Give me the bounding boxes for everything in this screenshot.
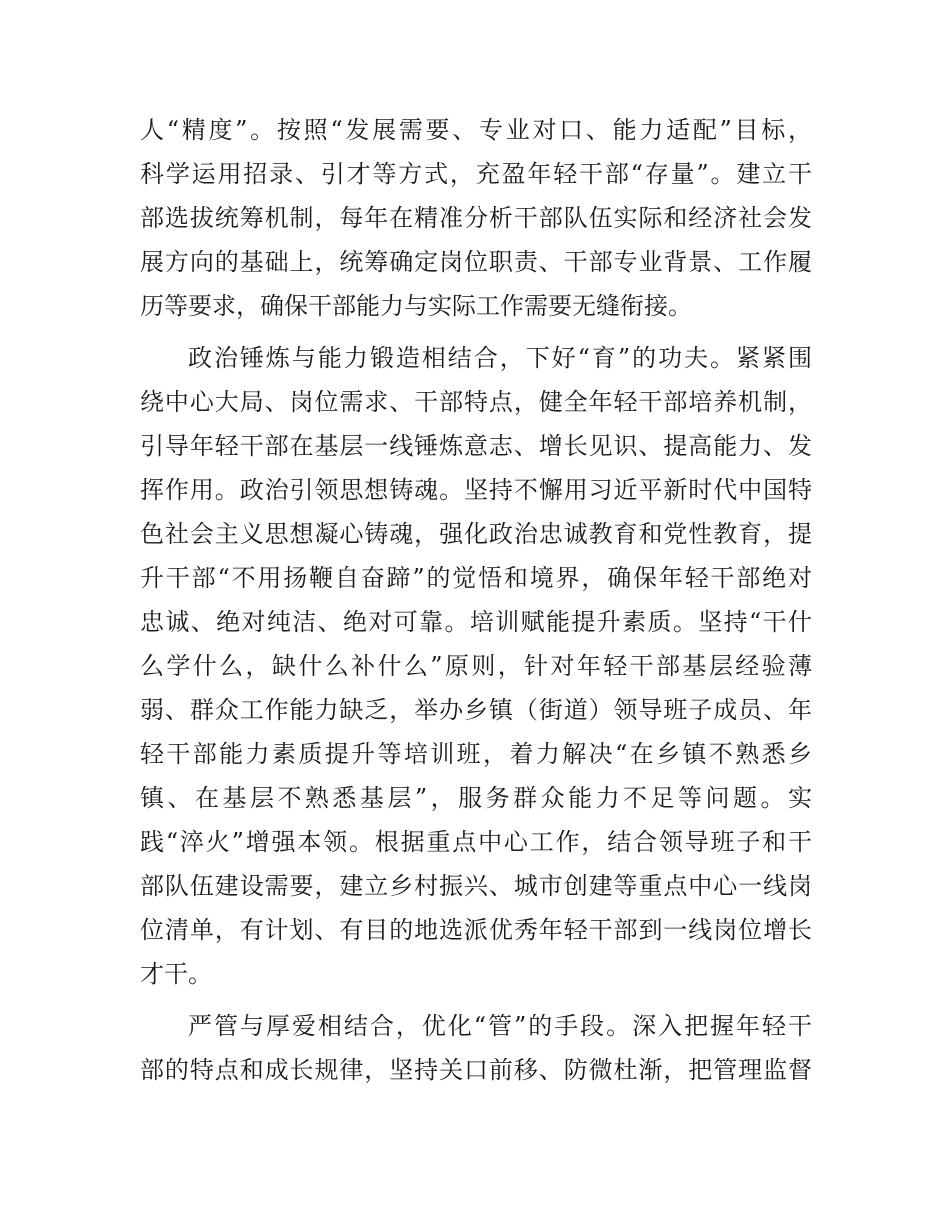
text-line: 践“淬火”增强本领。根据重点中心工作，结合领导班子和干 (140, 828, 812, 856)
paragraph-1 (140, 108, 812, 328)
text-line: 展方向的基础上，统筹确定岗位职责、干部专业背景、工作履 (140, 248, 812, 276)
text-line: 升干部“不用扬鞭自奋蹄”的觉悟和境界，确保年轻干部绝对 (140, 564, 812, 592)
text-line: 镇、在基层不熟悉基层”，服务群众能力不足等问题。实 (140, 784, 812, 812)
text-line: 挥作用。政治引领思想铸魂。坚持不懈用习近平新时代中国特 (140, 476, 812, 504)
paragraph-3 (140, 1004, 812, 1092)
text-line: 才干。 (140, 960, 212, 988)
text-line: 位清单，有计划、有目的地选派优秀年轻干部到一线岗位增长 (140, 916, 812, 944)
text-line: 部队伍建设需要，建立乡村振兴、城市创建等重点中心一线岗 (140, 872, 812, 900)
text-line: 轻干部能力素质提升等培训班，着力解决“在乡镇不熟悉乡 (140, 740, 812, 768)
text-line: 部的特点和成长规律，坚持关口前移、防微杜渐，把管理监督 (140, 1056, 812, 1084)
text-line: 部选拔统筹机制，每年在精准分析干部队伍实际和经济社会发 (140, 204, 812, 232)
text-line: 人“精度”。按照“发展需要、专业对口、能力适配”目标， (140, 116, 812, 144)
text-line: 忠诚、绝对纯洁、绝对可靠。培训赋能提升素质。坚持“干什 (140, 608, 812, 636)
text-line: 色社会主义思想凝心铸魂，强化政治忠诚教育和党性教育，提 (140, 520, 812, 548)
text-line: 绕中心大局、岗位需求、干部特点，健全年轻干部培养机制， (140, 388, 812, 416)
text-line: 么学什么，缺什么补什么”原则，针对年轻干部基层经验薄 (140, 652, 812, 680)
text-line: 严管与厚爱相结合，优化“管”的手段。深入把握年轻干 (188, 1012, 812, 1040)
text-line: 弱、群众工作能力缺乏，举办乡镇（街道）领导班子成员、年 (140, 696, 812, 724)
text-line: 历等要求，确保干部能力与实际工作需要无缝衔接。 (140, 292, 692, 320)
paragraph-2 (140, 336, 812, 996)
text-line: 科学运用招录、引才等方式，充盈年轻干部“存量”。建立干 (140, 160, 812, 188)
document-body (140, 108, 812, 1092)
text-line: 引导年轻干部在基层一线锤炼意志、增长见识、提高能力、发 (140, 432, 812, 460)
text-line: 政治锤炼与能力锻造相结合，下好“育”的功夫。紧紧围 (188, 344, 812, 372)
